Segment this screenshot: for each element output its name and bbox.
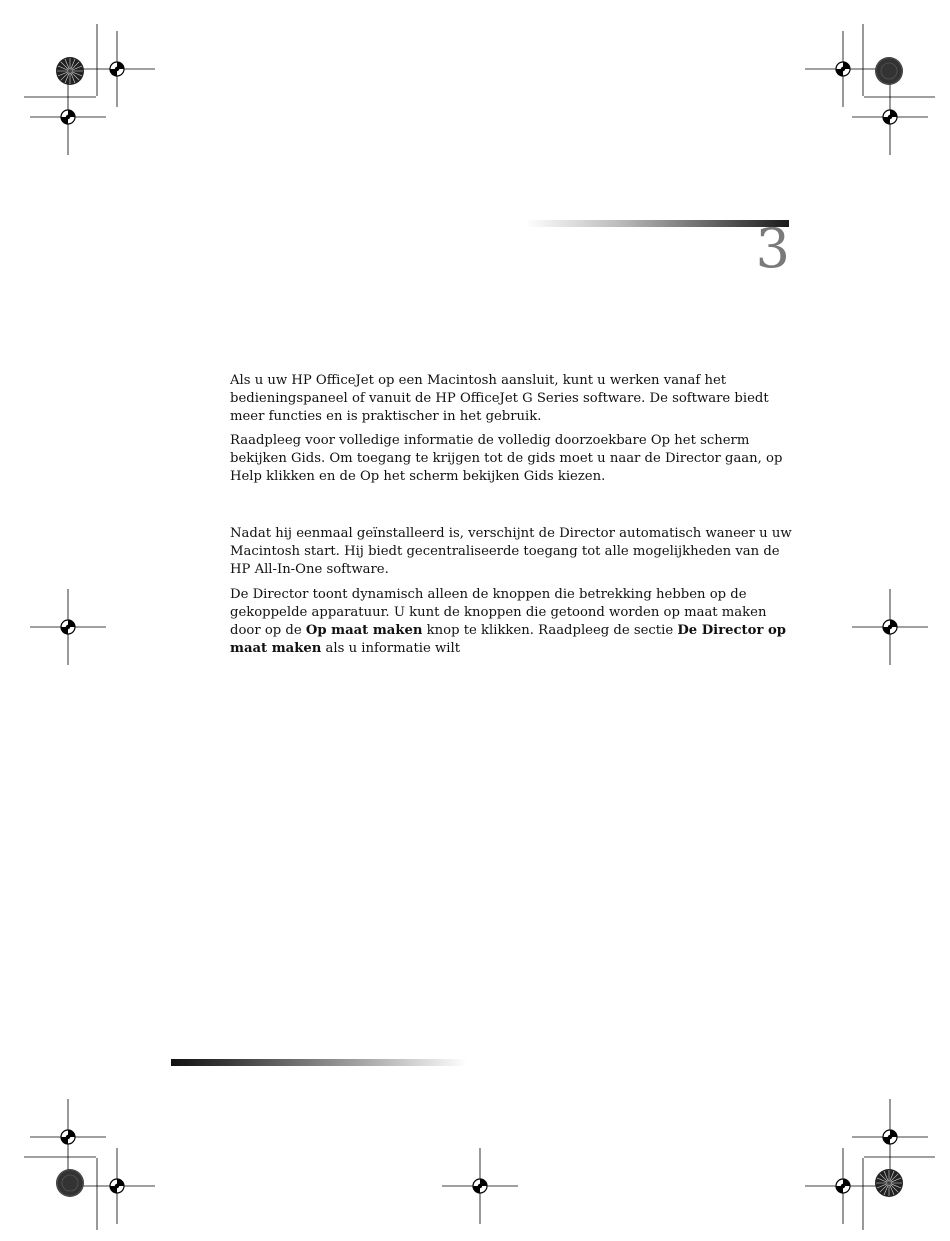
bold-term-customize: Op maat maken [305,623,423,638]
paragraph-director-buttons [230,586,792,658]
chapter-number: 3 [755,217,789,280]
paragraph-guide: Raadpleeg voor volledige informatie de volledig doorzoekbare Op het scherm bekijken Gids. Om toegang te krijgen tot de gids moet u naar de Director gaan, op Help klikken en de Op het scherm bekijken Gids kiezen. [230,433,783,484]
chapter-gradient-bar [525,220,789,227]
footer-gradient-bar [171,1059,467,1066]
text-run: De Director toont dynamisch alleen de knoppen die betrekking hebben op de gekoppelde apparatuur. U kunt de knoppen die getoond worden op maat maken door op de [230,587,767,638]
text-run: knop te klikken. Raadpleeg de sectie [422,623,678,638]
text-run: als u informatie wilt [321,641,460,656]
paragraph-intro: Als u uw HP OfficeJet op een Macintosh aansluit, kunt u werken vanaf het bedieningspaneel of vanuit de HP OfficeJet G Series software. De software biedt meer functies en is praktischer in het gebruik. [230,373,769,424]
paragraph-director-start: Nadat hij eenmaal geïnstalleerd is, verschijnt de Director automatisch waneer u uw Macintosh start. Hij biedt gecentraliseerde toegang tot alle mogelijkheden van de HP All-In-One software. [230,526,792,577]
bold-term-section: De Director op maat maken [230,623,787,656]
